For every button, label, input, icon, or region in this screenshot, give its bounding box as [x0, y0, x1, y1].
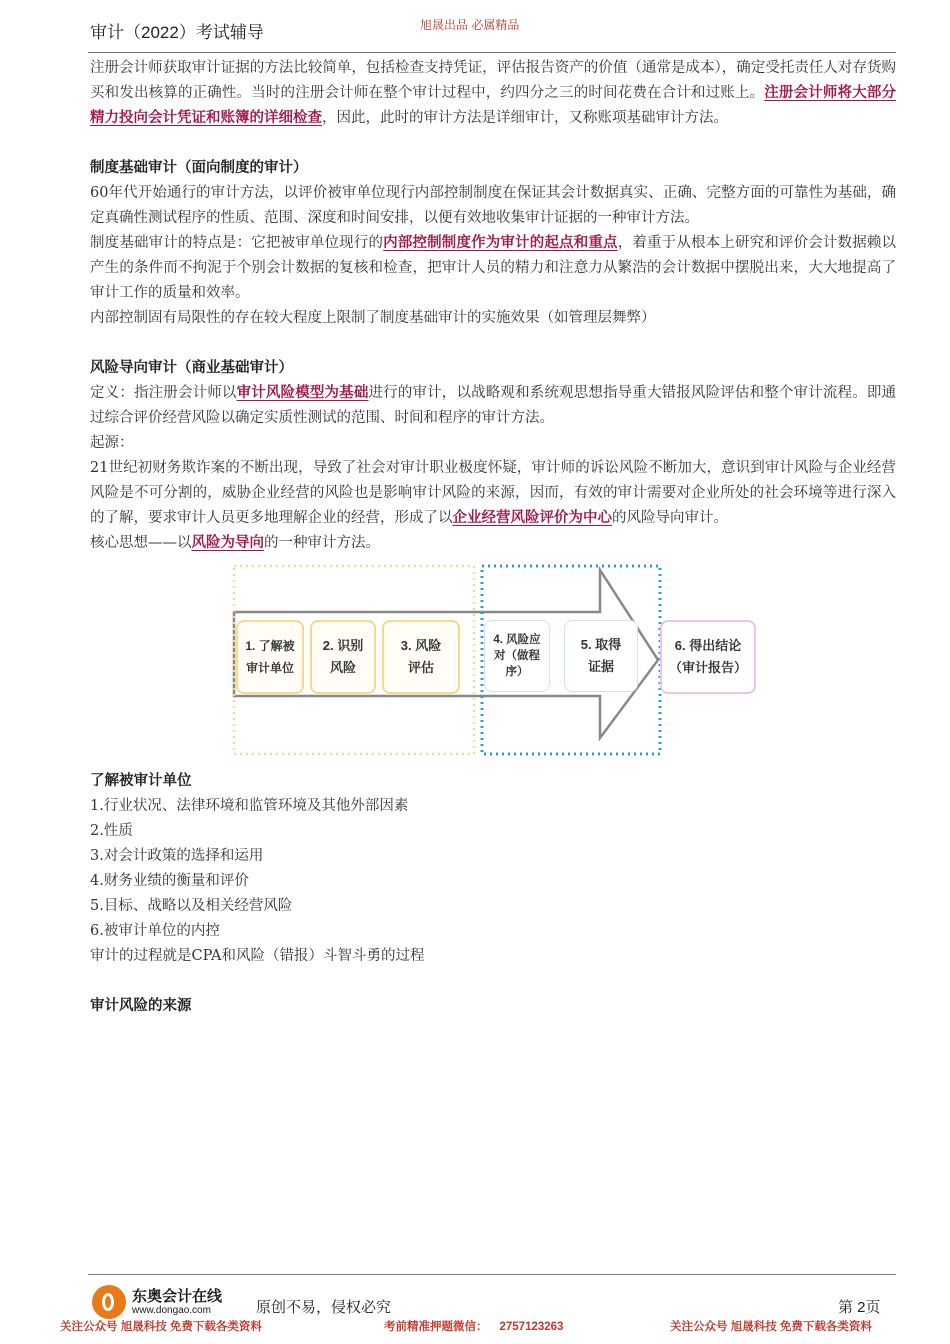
step-box-2: 2. 识别 风险: [310, 620, 376, 694]
paragraph: 内部控制固有局限性的存在较大程度上限制了制度基础审计的实施效果（如管理层舞弊）: [90, 310, 656, 326]
paragraph-core-idea: 核心思想——以风险为导向的一种审计方法。: [90, 535, 380, 551]
list-item: 2.性质: [90, 823, 133, 839]
logo-name: 东奥会计在线: [132, 1288, 223, 1305]
section-title-system-audit: 制度基础审计（面向制度的审计）: [90, 160, 308, 176]
audit-process-diagram: [230, 564, 747, 759]
page-number: 第 2页: [838, 1299, 881, 1316]
header-tag: 旭晟出品 必属精品: [420, 18, 520, 32]
paragraph: 制度基础审计的特点是：它把被审单位现行的内部控制制度作为审计的起点和重点，着重于从根本上研究和评价会计数据赖以产生的条件而不拘泥于个别会计数据的复核和检查，把审计人员的精力和注意力从繁浩的会计数据中摆脱出来，大大地提高了审计工作的质量和效率。: [90, 235, 897, 301]
highlight-text: 审计风险模型为基础: [236, 385, 369, 401]
list-item: 3.对会计政策的选择和运用: [90, 848, 264, 864]
bottom-notice-left: 关注公众号 旭晟科技 免费下载各类资料: [60, 1321, 262, 1333]
step-box-6: 6. 得出结论 （审计报告）: [660, 620, 756, 694]
paragraph-origin: 21世纪初财务欺诈案的不断出现，导致了社会对审计职业极度怀疑，审计师的诉讼风险不断加大，意识到审计风险与企业经营风险是不可分割的，威胁企业经营的风险也是影响审计风险的来源，因而，有效的审计需要对企业所处的社会环境等进行深入的了解，要求审计人员更多地理解企业的经营，形成了以企业经营风险评价为中心的风险导向审计。: [90, 460, 896, 526]
highlight-text: 注册会计师将大部分精力投向会计凭证和账簿的详细检查: [90, 85, 897, 126]
list-item: 6.被审计单位的内控: [90, 923, 220, 939]
step-box-1: 1. 了解被 审计单位: [236, 620, 304, 694]
highlight-text: 企业经营风险评价为中心: [452, 510, 612, 526]
step-box-3: 3. 风险 评估: [382, 620, 460, 694]
paragraph-definition: 定义：指注册会计师以审计风险模型为基础进行的审计，以战略观和系统观思想指导重大错报风险评估和整个审计流程。即通过综合评价经营风险以确定实质性测试的范围、时间和程序的审计方法。: [90, 385, 897, 426]
list-item: 1.行业状况、法律环境和监管环境及其他外部因素: [90, 798, 409, 814]
highlight-text: 风险为导向: [191, 535, 264, 551]
document-body: [90, 56, 896, 1019]
bottom-notice-center: 考前精准押题微信： 2757123263: [384, 1321, 564, 1333]
header-title: 审计（2022）考试辅导: [90, 23, 264, 42]
bottom-notice-right: 关注公众号 旭晟科技 免费下载各类资料: [670, 1321, 872, 1333]
logo-url: www.dongao.com: [132, 1305, 211, 1316]
footer-divider: [88, 1274, 896, 1275]
step-box-5: 5. 取得 证据: [564, 620, 638, 692]
list-item: 4.财务业绩的衡量和评价: [90, 873, 249, 889]
header-divider: [88, 52, 896, 53]
step-box-4: 4. 风险应 对（做程 序）: [484, 620, 550, 692]
section-title-risk-audit: 风险导向审计（商业基础审计）: [90, 360, 293, 376]
section-title-understand-entity: 了解被审计单位: [90, 773, 192, 789]
paragraph-detailed-audit: 注册会计师获取审计证据的方法比较简单，包括检查支持凭证，评估报告资产的价值（通常是成本），确定受托责任人对存货购买和发出核算的正确性。当时的注册会计师在整个审计过程中，约四分之三的时间花费在合计和过账上。注册会计师将大部分精力投向会计凭证和账簿的详细检查，因此，此时的审计方法是详细审计，又称账项基础审计方法。: [90, 60, 897, 126]
paragraph: 60年代开始通行的审计方法，以评价被审单位现行内部控制制度在保证其会计数据真实、正确、完整方面的可靠性为基础，确定真确性测试程序的性质、范围、深度和时间安排，以便有效地收集审计证据的一种审计方法。: [90, 185, 896, 226]
highlight-text: 内部控制制度作为审计的起点和重点: [383, 235, 618, 251]
logo-icon: [92, 1285, 126, 1319]
paragraph-note: 审计的过程就是CPA和风险（错报）斗智斗勇的过程: [90, 948, 425, 964]
origin-label: 起源：: [90, 435, 134, 451]
section-title-risk-source: 审计风险的来源: [90, 998, 192, 1014]
footer-slogan: 原创不易，侵权必究: [256, 1299, 392, 1316]
list-item: 5.目标、战略以及相关经营风险: [90, 898, 293, 914]
